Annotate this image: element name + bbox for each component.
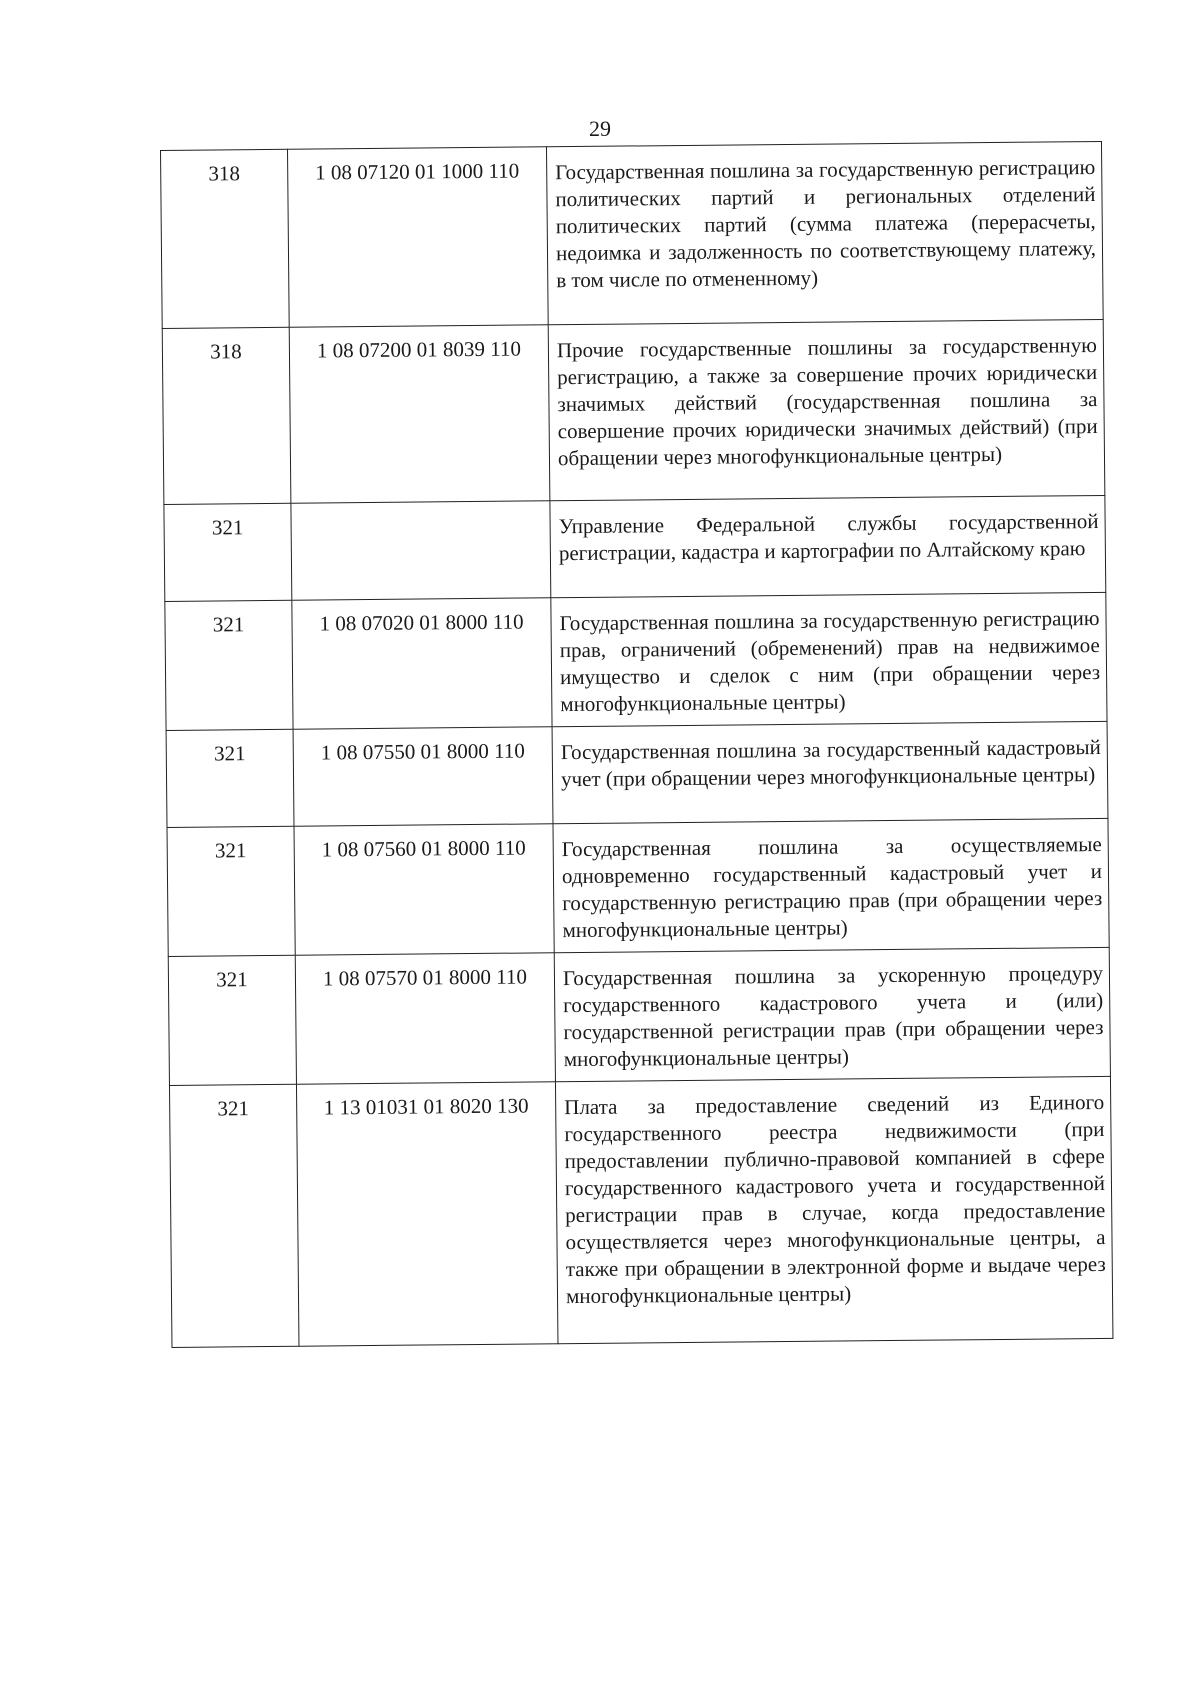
page-number: 29 xyxy=(589,116,611,141)
table-row xyxy=(166,721,1108,827)
admin-code-cell: 321 xyxy=(164,503,292,601)
revenue-name-cell: Государственная пошлина за государственный кадастровый учет (при обращении через многофункциональные центры) xyxy=(552,721,1108,823)
budget-code-cell: 1 13 01031 01 8020 130 xyxy=(296,1082,558,1346)
table-row xyxy=(165,592,1107,730)
revenue-name-cell: Прочие государственные пошлины за государственную регистрацию, а также за совершение прочих юридически значимых действий (государственная пошлина за совершение прочих юридически значимых действий) (при обращении через многофункциональные центры) xyxy=(548,319,1105,500)
revenue-name-cell: Плата за предоставление сведений из Единого государственного реестра недвижимости (при предоставлении публично-правовой компанией в сфере государственного кадастрового учета и государственной регистрации прав в случае, когда предоставление осуществляется через многофункциональные центры, а также при обращении в электронной форме и выдаче через многофункциональные центры) xyxy=(555,1076,1112,1343)
budget-code-cell: 1 08 07020 01 8000 110 xyxy=(292,598,552,729)
fees-table xyxy=(160,141,1113,1348)
revenue-name-cell: Государственная пошлина за осуществляемые одновременно государственный кадастровый учет и государственную регистрацию прав (при обращении через многофункциональные центры) xyxy=(553,818,1109,952)
budget-code-cell: 1 08 07570 01 8000 110 xyxy=(295,953,555,1084)
admin-code-cell: 318 xyxy=(161,149,290,328)
admin-code-cell: 321 xyxy=(165,600,293,730)
budget-code-cell: 1 08 07200 01 8039 110 xyxy=(289,325,550,503)
admin-code-cell: 321 xyxy=(166,729,294,827)
admin-code-cell: 321 xyxy=(168,955,296,1085)
revenue-name-cell: Государственная пошлина за государственную регистрацию прав, ограничений (обременений) прав на недвижимое имущество и сделок с ним (при обращении через многофункциональные центры) xyxy=(551,592,1107,726)
fees-table-container xyxy=(160,141,1113,1348)
budget-code-cell: 1 08 07120 01 1000 110 xyxy=(287,147,548,327)
table-row xyxy=(168,947,1110,1085)
table-row xyxy=(164,495,1106,601)
revenue-name-cell: Государственная пошлина за государственную регистрацию политических партий и региональных отделений политических партий (сумма платежа (перерасчеты, недоимка и задолженность по соответствующему платежу, в том числе по отмененному) xyxy=(546,141,1103,324)
revenue-name-cell: Управление Федеральной службы государственной регистрации, кадастра и картографии по Алтайскому краю xyxy=(550,495,1106,597)
table-row xyxy=(169,1076,1112,1347)
admin-code-cell: 318 xyxy=(162,327,291,504)
table-row xyxy=(162,319,1105,504)
table-row xyxy=(167,818,1109,956)
budget-code-cell: 1 08 07560 01 8000 110 xyxy=(294,824,554,955)
budget-code-cell xyxy=(291,501,551,600)
revenue-name-cell: Государственная пошлина за ускоренную процедуру государственного кадастрового учета и (или) государственной регистрации прав (при обращении через многофункциональные центры) xyxy=(554,947,1110,1081)
admin-code-cell: 321 xyxy=(169,1084,299,1347)
table-row xyxy=(161,141,1104,328)
budget-code-cell: 1 08 07550 01 8000 110 xyxy=(293,727,553,826)
admin-code-cell: 321 xyxy=(167,826,295,956)
